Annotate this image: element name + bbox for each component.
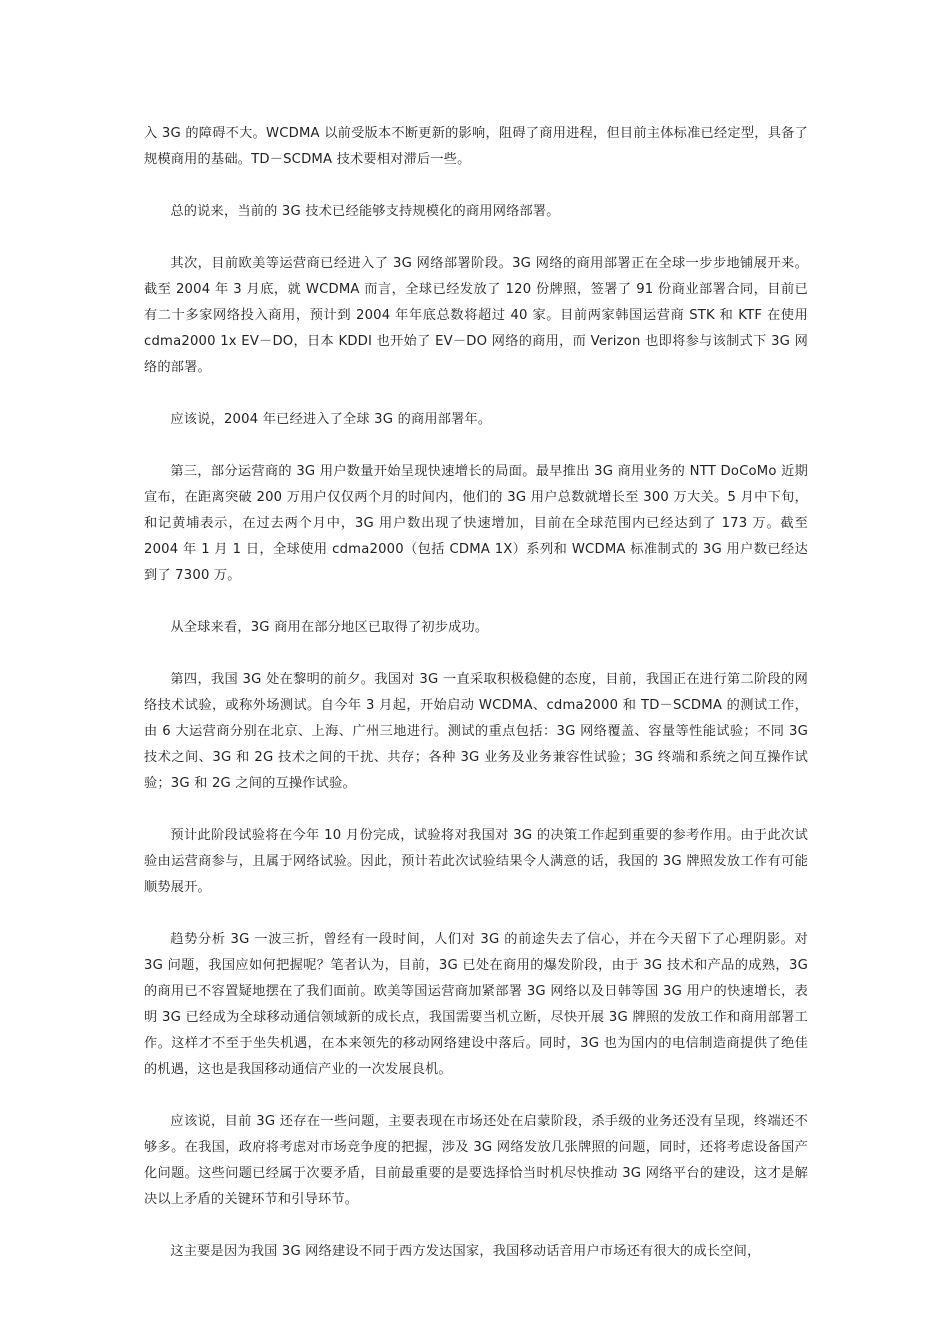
- paragraph-5: 第三，部分运营商的 3G 用户数量开始呈现快速增长的局面。最早推出 3G 商用业务的 NTT DoCoMo 近期宣布，在距离突破 200 万用户仅仅两个月的时间内，他们的 3G 用户总数就增长至 300 万大关。5 月中下旬，和记黄埔表示，在过去两个月中，3G 用户数出现了快速增加，目前在全球范围内已经达到了 173 万。截至 2004 年 1 月 1 日，全球使用 cdma2000（包括 CDMA 1X）系列和 WCDMA 标准制式的 3G 用户数已经达到了 7300 万。: [144, 464, 808, 583]
- paragraph-2: 总的说来，当前的 3G 技术已经能够支持规模化的商用网络部署。: [170, 204, 560, 219]
- paragraph-4: 应该说，2004 年已经进入了全球 3G 的商用部署年。: [170, 412, 492, 427]
- paragraph-11: 这主要是因为我国 3G 网络建设不同于西方发达国家，我国移动话音用户市场还有很大的成长空间，: [170, 1244, 761, 1259]
- paragraph-8: 预计此阶段试验将在今年 10 月份完成，试验将对我国对 3G 的决策工作起到重要的参考作用。由于此次试验由运营商参与，且属于网络试验。因此，预计若此次试验结果令人满意的话，我国的 3G 牌照发放工作有可能顺势展开。: [144, 828, 808, 895]
- paragraph-7: 第四，我国 3G 处在黎明的前夕。我国对 3G 一直采取积极稳健的态度，目前，我国正在进行第二阶段的网络技术试验，或称外场测试。自今年 3 月起，开始启动 WCDMA、cdma2000 和 TD－SCDMA 的测试工作，由 6 大运营商分别在北京、上海、广州三地进行。测试的重点包括：3G 网络覆盖、容量等性能试验；不同 3G 技术之间、3G 和 2G 技术之间的干扰、共存；各种 3G 业务及业务兼容性试验；3G 终端和系统之间互操作试验；3G 和 2G 之间的互操作试验。: [144, 672, 808, 791]
- paragraph-10: 应该说，目前 3G 还存在一些问题，主要表现在市场还处在启蒙阶段，杀手级的业务还没有呈现，终端还不够多。在我国，政府将考虑对市场竞争度的把握，涉及 3G 网络发放几张牌照的问题，同时，还将考虑设备国产化问题。这些问题已经属于次要矛盾，目前最重要的是要选择恰当时机尽快推动 3G 网络平台的建设，这才是解决以上矛盾的关键环节和引导环节。: [144, 1114, 808, 1207]
- paragraph-9: 趋势分析 3G 一波三折，曾经有一段时间，人们对 3G 的前途失去了信心，并在今天留下了心理阴影。对 3G 问题，我国应如何把握呢？笔者认为，目前，3G 已处在商用的爆发阶段，由于 3G 技术和产品的成熟，3G 的商用已不容置疑地摆在了我们面前。欧美等国运营商加紧部署 3G 网络以及日韩等国 3G 用户的快速增长，表明 3G 已经成为全球移动通信领域新的成长点，我国需要当机立断，尽快开展 3G 牌照的发放工作和商用部署工作。这样才不至于坐失机遇，在本来领先的移动网络建设中落后。同时，3G 也为国内的电信制造商提供了绝佳的机遇，这也是我国移动通信产业的一次发展良机。: [144, 932, 808, 1077]
- paragraph-3: 其次，目前欧美等运营商已经进入了 3G 网络部署阶段。3G 网络的商用部署正在全球一步步地铺展开来。截至 2004 年 3 月底，就 WCDMA 而言，全球已经发放了 120 份牌照，签署了 91 份商业部署合同，目前已有二十多家网络投入商用，预计到 2004 年年底总数将超过 40 家。目前两家韩国运营商 STK 和 KTF 在使用 cdma2000 1x EV－DO，日本 KDDI 也开始了 EV－DO 网络的商用，而 Verizon 也即将参与该制式下 3G 网络的部署。: [144, 256, 808, 375]
- document-body: [144, 121, 808, 1291]
- paragraph-1: 入 3G 的障碍不大。WCDMA 以前受版本不断更新的影响，阻碍了商用进程，但目前主体标准已经定型，具备了规模商用的基础。TD－SCDMA 技术要相对滞后一些。: [144, 126, 808, 167]
- paragraph-6: 从全球来看，3G 商用在部分地区已取得了初步成功。: [170, 620, 489, 635]
